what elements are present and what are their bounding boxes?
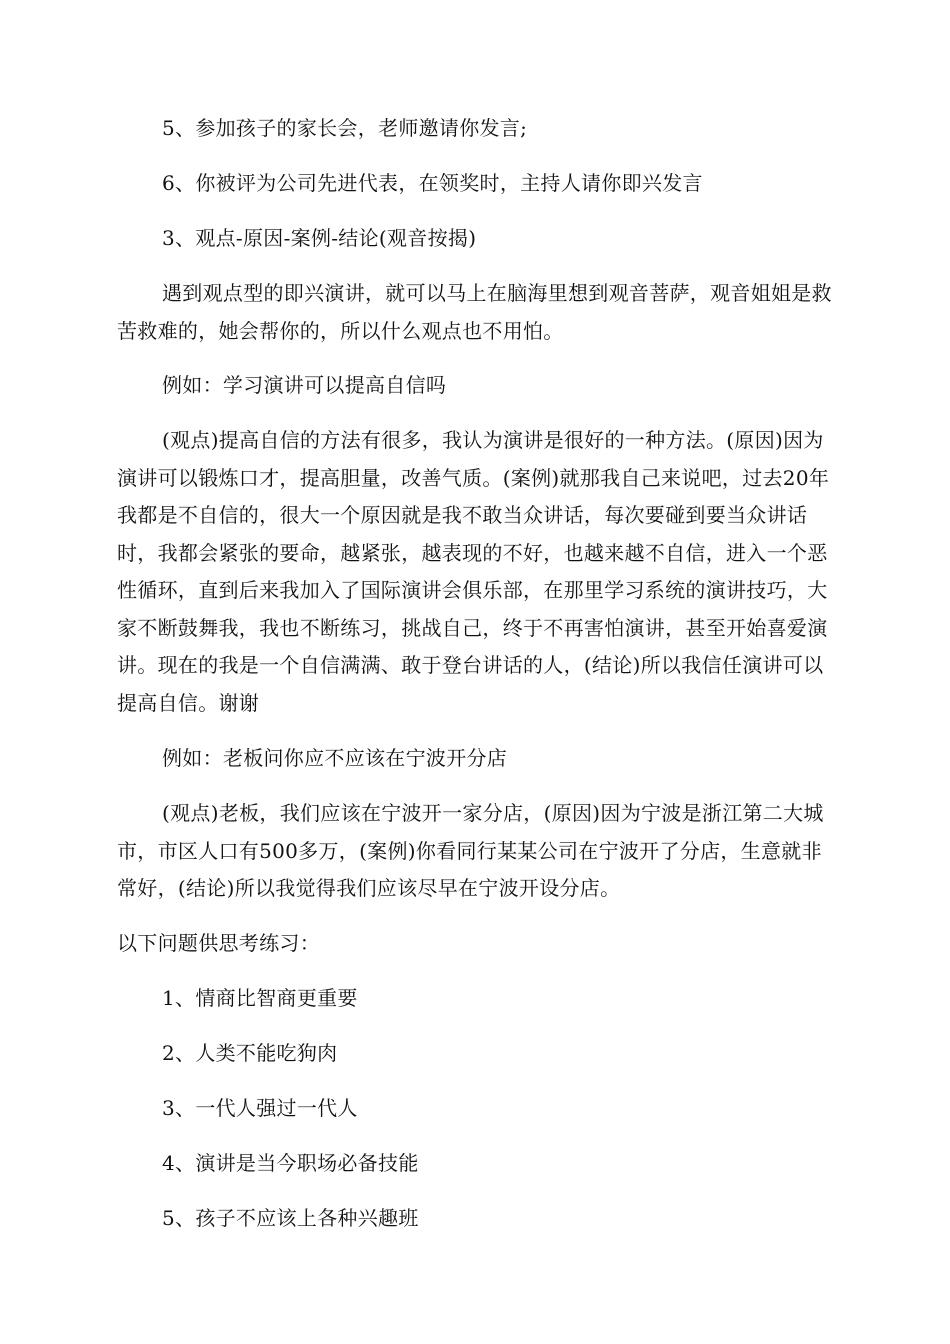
practice-item-1: 1、情商比智商更重要 (162, 986, 358, 1010)
practice-item-4: 4、演讲是当今职场必备技能 (162, 1151, 419, 1175)
practice-item-2: 2、人类不能吃狗肉 (162, 1041, 338, 1065)
section-heading-3: 3、观点-原因-案例-结论(观音按揭) (162, 226, 477, 250)
practice-item-5: 5、孩子不应该上各种兴趣班 (162, 1206, 419, 1230)
example-heading-2: 例如：老板问你应不应该在宁波开分店 (162, 746, 508, 770)
practice-item-3: 3、一代人强过一代人 (162, 1096, 358, 1120)
body-paragraph-example-2: (观点)老板，我们应该在宁波开一家分店，(原因)因为宁波是浙江第二大城市，市区人口有500多万，(案例)你看同行某某公司在宁波开了分店，生意就非常好，(结论)所以我觉得我们应该尽早在宁波开设分店。 (117, 801, 824, 900)
list-item-5-parent-meeting: 5、参加孩子的家长会，老师邀请你发言; (162, 116, 528, 140)
example-heading-1: 例如：学习演讲可以提高自信吗 (162, 373, 447, 397)
practice-heading: 以下问题供思考练习： (117, 931, 320, 955)
list-item-6-award-speech: 6、你被评为公司先进代表，在领奖时，主持人请你即兴发言 (162, 171, 703, 195)
body-paragraph-intro: 遇到观点型的即兴演讲，就可以马上在脑海里想到观音菩萨，观音姐姐是救苦救难的，她会帮你的，所以什么观点也不用怕。 (117, 281, 832, 343)
body-paragraph-example-1: (观点)提高自信的方法有很多，我认为演讲是很好的一种方法。(原因)因为演讲可以锻炼口才，提高胆量，改善气质。(案例)就那我自己来说吧，过去20年我都是不自信的，很大一个原因就是我不敢当众讲话，每次要碰到要当众讲话时，我都会紧张的要命，越紧张，越表现的不好，也越来越不自信，进入一个恶性循环，直到后来我加入了国际演讲会俱乐部，在那里学习系统的演讲技巧，大家不断鼓舞我，我也不断练习，挑战自己，终于不再害怕演讲，甚至开始喜爱演讲。现在的我是一个自信满满、敢于登台讲话的人，(结论)所以我信任演讲可以提高自信。谢谢 (117, 428, 830, 715)
